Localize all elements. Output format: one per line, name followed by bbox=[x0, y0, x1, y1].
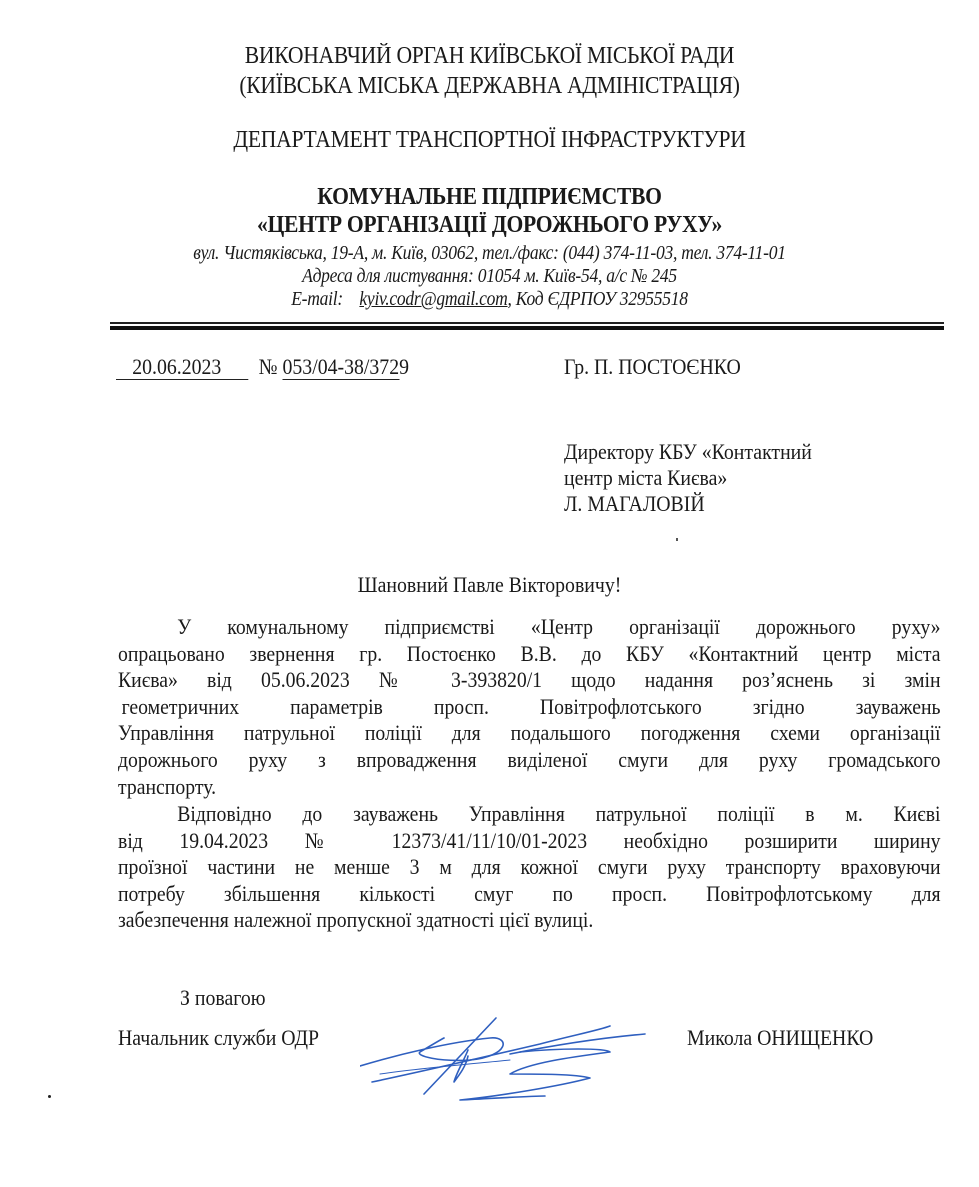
paragraph-line: проїзної частини не менше 3 м для кожної смуги руху транспорту враховуючи bbox=[118, 854, 941, 880]
paragraph-line: Відповідно до зауважень Управління патрульної поліції в м. Києві bbox=[177, 801, 941, 826]
signature-stroke bbox=[372, 1026, 610, 1082]
recipient-director-line2: центр міста Києва» bbox=[564, 465, 728, 490]
paragraph-line: геометричних параметрів просп. Повітрофлотського згідно зауважень bbox=[121, 693, 941, 719]
signature-stroke bbox=[360, 1038, 503, 1066]
enterprise-address: вул. Чистяківська, 19-А, м. Київ, 03062, тел./факс: (044) 374-11-03, тел. 374-11-01 bbox=[193, 243, 786, 264]
paragraph-line: транспорту. bbox=[118, 773, 217, 799]
paragraph-line: опрацьовано звернення гр. Постоєнко В.В. до КБУ «Контактний центр міста bbox=[118, 640, 941, 666]
letterhead-divider-thin bbox=[110, 322, 944, 324]
enterprise-title-line1: КОМУНАЛЬНЕ ПІДПРИЄМСТВО bbox=[317, 184, 662, 210]
paragraph-line: забезпечення належної пропускної здатності цієї вулиці. bbox=[118, 907, 594, 933]
contact-line bbox=[49, 288, 930, 312]
signatory-name: Микола ОНИЩЕНКО bbox=[687, 1025, 874, 1050]
reference-line bbox=[116, 354, 409, 381]
recipient-director-line1: Директору КБУ «Контактний bbox=[564, 439, 812, 464]
email-label: E-mail: bbox=[291, 289, 343, 310]
mailing-address: Адреса для листування: 01054 м. Київ-54, а/с № 245 bbox=[302, 266, 677, 287]
closing-regards: З повагою bbox=[180, 985, 266, 1010]
letter-date: 20.06.2023 bbox=[116, 354, 248, 380]
body-paragraph-2 bbox=[118, 801, 941, 934]
letter-number: 053/04-38/372 bbox=[282, 354, 400, 379]
recipient-director-name: Л. МАГАЛОВІЙ bbox=[564, 491, 705, 516]
paragraph-line: від 19.04.2023 № 12373/41/11/10/01-2023 необхідно розширити ширину bbox=[118, 827, 941, 853]
salutation: Шановний Павле Вікторовичу! bbox=[357, 572, 622, 597]
authority-title-line1: ВИКОНАВЧИЙ ОРГАН КИЇВСЬКОЇ МІСЬКОЇ РАДИ bbox=[244, 43, 735, 69]
signatory-position: Начальник служби ОДР bbox=[118, 1025, 320, 1050]
recipient-citizen: Гр. П. ПОСТОЄНКО bbox=[564, 354, 741, 379]
body-paragraph-1 bbox=[118, 614, 941, 800]
scan-speck bbox=[676, 538, 678, 541]
paragraph-line: У комунальному підприємстві «Центр організації дорожнього руху» bbox=[177, 614, 941, 639]
handwritten-signature bbox=[360, 1010, 690, 1110]
paragraph-line: Управління патрульної поліції для подальшого погодження схеми організації bbox=[118, 720, 941, 746]
edrpou-code: , Код ЄДРПОУ 32955518 bbox=[507, 289, 688, 310]
scan-dot bbox=[48, 1095, 51, 1098]
enterprise-title-line2: «ЦЕНТР ОРГАНІЗАЦІЇ ДОРОЖНЬОГО РУХУ» bbox=[256, 212, 723, 238]
letterhead-divider-thick bbox=[110, 326, 944, 330]
paragraph-line: Києва» від 05.06.2023 № 3-393820/1 щодо надання роз’яснень зі змін bbox=[118, 667, 941, 693]
paragraph-line: дорожнього руху з впровадження виділеної смуги для руху громадського bbox=[118, 746, 941, 772]
department-title: ДЕПАРТАМЕНТ ТРАНСПОРТНОЇ ІНФРАСТРУКТУРИ bbox=[233, 127, 746, 153]
number-sign: № bbox=[258, 354, 278, 379]
email-link[interactable]: kyiv.codr@gmail.com bbox=[359, 289, 508, 310]
letter-number-tail: 9 bbox=[399, 354, 410, 379]
paragraph-line: потребу збільшення кількості смуг по просп. Повітрофлотському для bbox=[118, 880, 941, 906]
authority-title-line2: (КИЇВСЬКА МІСЬКА ДЕРЖАВНА АДМІНІСТРАЦІЯ) bbox=[239, 73, 740, 99]
